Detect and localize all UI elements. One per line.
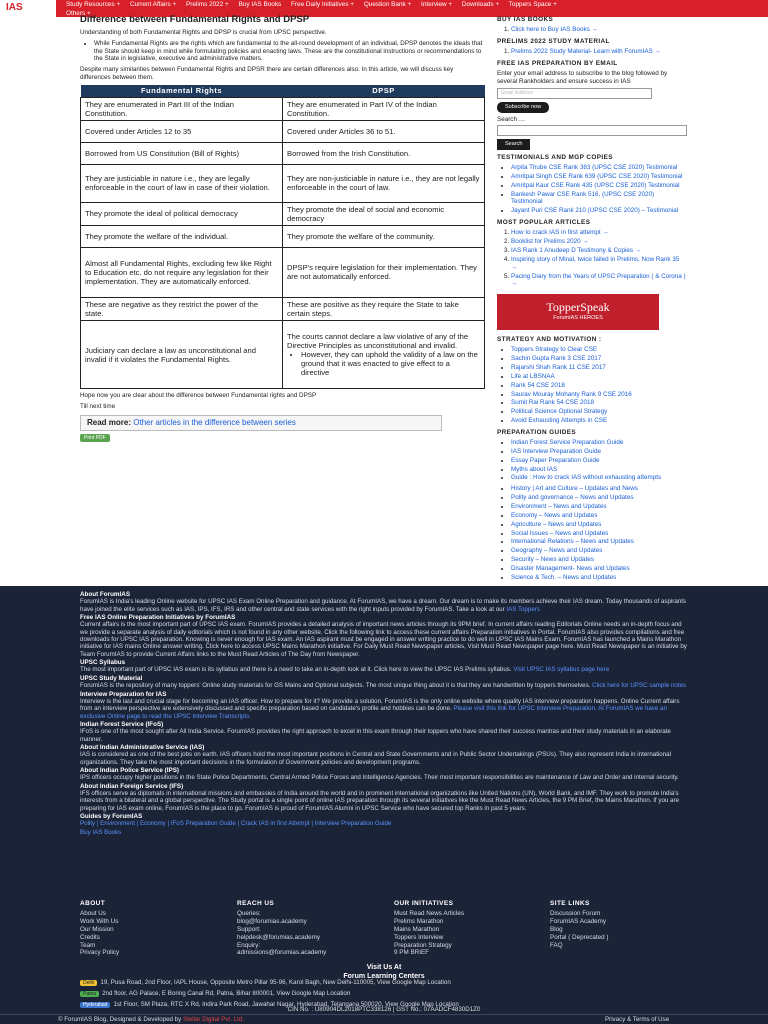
col-header-fr: Fundamental Rights (81, 85, 283, 97)
footer-section-text: ForumIAS is India's leading Online website for UPSC IAS Exam Online Preparation and guidance. At ForumIAS, we have a dream. Our dream is to make its members achieve their IAS dream. Today thousands of aspirants have joined the elite services such as IAS, IPS, IFS, IRS and other central and state services with the right inputs provided by ForumIAS. Take a look at our IAS Toppers (80, 598, 687, 613)
popular-link[interactable]: Booklist for Prelims 2020 → (511, 238, 589, 246)
news-link[interactable]: Geography – News and Updates (511, 547, 603, 555)
cell-dpsp: DPSP's require legislation for their implementation. They are not automatically enforced. (283, 247, 485, 297)
strategy-link[interactable]: Political Science Optional Strategy (511, 408, 608, 416)
cell-fr: They promote the welfare of the individual. (81, 225, 283, 247)
center-address[interactable]: 19, Pusa Road, 2nd Floor, IAPL House, Opposite Metro Pillar 95-96, Karol Bagh, New Delhi-110005, View Google Map Location (100, 979, 451, 986)
footer-section-text: Current affairs is the most important part of UPSC IAS exam. ForumIAS provides a detailed analysis of important news articles through its 9PM brief. In current affairs reading Editorials Online needs an in-depth focus and we provide a separate analysis of daily editorials which is not found in any other website. Click the following link to access these current affairs Preparation initiatives in Portal. ForumIAS also provides compilations and free downloads for UPSC IAS preparation. Knowing is never enough for IAS exam. An IAS aspirant must be engaged in answer writing practice to do well in UPSC IAS Mains Exam. ForumIAS has launched a Mains Marathon initiative for IAS mains Online answer writing. Click here to access UPSC Mains Marathon initiative. For Daily Must Read Newspaper articles, Visit Must Read Newspaper page here. Must Read Newspaper is an initiative by Team ForumIAS to provide Current Affairs links to the Must Read Articles of The Day from Newspaper. (80, 621, 687, 658)
article-title: Difference between Fundamental Rights and DPSP (80, 14, 310, 25)
article-despite: Despite many similarities between Fundamental Rights and DPSR there are certain differences also. In this article, we will discuss key differences between them. (80, 66, 454, 82)
footer-col-about (80, 900, 119, 957)
footer-link[interactable]: Toppers Interview (394, 933, 444, 941)
prelims-list (511, 48, 687, 56)
news-link[interactable]: Disaster Management- News and Updates (511, 564, 630, 572)
popular-link[interactable]: Pacing Diary from the Years of UPSC Preparation ( & Corona ) → (511, 272, 686, 288)
footer-link[interactable]: Credits (80, 933, 100, 941)
strategy-link[interactable]: Rajarshi Shah Rank 11 CSE 2017 (511, 363, 606, 371)
table-row (81, 297, 485, 320)
footer-link[interactable]: Prelims Marathon (394, 917, 444, 925)
intro-list (94, 40, 485, 64)
footer-section-text: The most important part of UPSC IAS exam is its syllabus and there is a need to take an in-depth look at it. Click here to view the UPSC IAS Prelims syllabus. Visit UPSC IAS syllabus page here (80, 666, 610, 674)
footer-col-initiatives (394, 900, 464, 957)
cell-fr: Borrowed from US Constitution (Bill of Rights) (81, 142, 283, 164)
prep-link[interactable]: Essay Paper Preparation Guide (511, 456, 600, 464)
banner-subtitle: ForumIAS HEROES (553, 315, 603, 322)
strategy-link[interactable]: Sumit Rai Rank 54 CSE 2018 (511, 399, 594, 407)
footer-section-text: ForumIAS is the repository of many toppers' Online study materials for GS Mains and Optional subjects. The most unique thing about it is that they are handwritten by toppers themselves. Click here for UPSC sample notes (80, 682, 687, 690)
cell-dpsp: Covered under Articles 36 to 51. (283, 120, 485, 142)
read-more-label: Read more: (87, 417, 132, 427)
center-item (80, 979, 688, 987)
table-row (81, 120, 485, 142)
nav-item[interactable]: Study Resources + (66, 1, 121, 8)
footer-text: Queries: (237, 910, 261, 918)
news-link[interactable]: Environment – News and Updates (511, 502, 607, 510)
footer-col-heading: REACH US (237, 900, 275, 907)
footer-section-text: Interview is the last and crucial stage for becoming an IAS officer. How to prepare for it? We provide a solution. ForumIAS is the only online website where quality IAS interview preparation happens. Online Current affairs from an interview perspective are extensively discussed and specific preparation based on candidate's profile and hobbies can be done. Please visit this link for UPSC Interview Preparation. At ForumIAS we have an exclusive Online page to read the UPSC Interview Transcripts. (80, 697, 680, 720)
nav-item[interactable]: Toppers Space + (508, 1, 557, 8)
news-link[interactable]: Security – News and Updates (511, 556, 594, 564)
center-tag: Hyderabad (80, 1002, 110, 1008)
logo-text: IAS (6, 2, 23, 13)
strategy-link[interactable]: Sachin Gupta Rank 3 CSE 2017 (511, 355, 602, 363)
cell-fr: Judiciary can declare a law as unconstitutional and invalid if it violates the Fundamental Rights. (81, 321, 283, 389)
testimonial-link[interactable]: Jayant Puri CSE Rank 210 (UPSC CSE 2020) – Testimonial (511, 207, 679, 215)
popular-link[interactable]: IAS Rank 1 Anudeep D Testimony & Copies → (511, 246, 642, 254)
nav-item[interactable]: Prelims 2022 + (185, 1, 229, 8)
news-link[interactable]: Social Issues – News and Updates (511, 529, 609, 537)
footer-section-heading: About Indian Police Service (IPS) (80, 766, 180, 774)
footer-link[interactable]: Mains Marathon (394, 925, 440, 933)
footer-section-text: IAS is considered as one of the best jobs on earth. IAS officers hold the most important positions in Central and State Governments and in Public Sector Undertakings (PSUs). They also represent India in international organizations. They take the most important decisions in the formulation of Government policies and development programs. (80, 751, 671, 766)
footer-col-heading: ABOUT (80, 900, 106, 907)
subscribe-text: Enter your email address to subscribe to the blog followed by several Rankholders and ensure success in IAS (497, 69, 668, 85)
cell-fr: These are negative as they restrict the power of the state. (81, 297, 283, 320)
footer-section-heading: Free IAS Online Preparation Initiatives by ForumIAS (80, 614, 236, 622)
popular-link[interactable]: Inspiring story of Minal, twice failed in Prelims, Now Rank 35 → (511, 255, 680, 271)
cell-dpsp-bullet: • However, they can uphold the validity of a law on the ground that it was enacted to give effect to a directive (301, 350, 480, 377)
sample-notes-link[interactable]: Click here for UPSC sample notes (592, 682, 687, 690)
table-row (81, 202, 485, 225)
news-link[interactable]: Science & Tech. – News and Updates (511, 573, 617, 581)
strategy-link[interactable]: Life at LBSNAA (511, 372, 555, 380)
sidebar-heading-testimonials: TESTIMONIALS AND MGP COPIES (497, 154, 613, 162)
footer-section-text (80, 820, 688, 827)
cell-fr: They are justiciable in nature i.e., they are legally enforceable in the court of law in case of their violation. (81, 164, 283, 202)
cell-dpsp: These are positive as they require the State to take certain steps. (283, 297, 485, 320)
buy-list (511, 26, 687, 34)
search-input[interactable] (497, 125, 687, 136)
testimonial-link[interactable]: Amritpal Singh CSE Rank 639 (UPSC CSE 2020) Testimonial (511, 172, 683, 180)
col-header-dpsp: DPSP (283, 85, 485, 97)
nav-item[interactable]: Current Affairs + (129, 1, 177, 8)
footer-section-text: IPS officers occupy higher positions in the State Police Departments, Central Armed Police Forces and Intelligence Agencies. Their most important responsibilities are maintenance of Law and Order and internal security. (80, 774, 679, 782)
search-button[interactable]: Search (497, 139, 530, 150)
sidebar-heading-prelims: PRELIMS 2022 STUDY MATERIAL (497, 37, 610, 45)
cell-dpsp: They are non-justiciable in nature i.e., they are not legally enforceable in the court of law. (283, 164, 485, 202)
sidebar-heading-free: FREE IAS PREPARATION BY EMAIL (497, 59, 618, 67)
intro-bullet: • While Fundamental Rights are the rights which are fundamental to the all-round development of an individual, DPSP denotes the ideals that the State should keep in mind while formulating policies and enacting laws. These are the constitutional instructions or recommendations to the State in legislative, executive and administrative matters. (94, 40, 485, 64)
footer-link[interactable]: About Us (80, 910, 106, 918)
footer-email-link[interactable]: blog@forumias.academy (237, 917, 307, 925)
cell-fr: Almost all Fundamental Rights, excluding few like Right to Education etc. do not require any legislation for their implementation. They are automatically enforced. (81, 247, 283, 297)
cell-dpsp: Borrowed from the Irish Constitution. (283, 142, 485, 164)
footer-email-link[interactable]: helpdesk@forumias.academy (237, 933, 321, 941)
footer-section-text: IFoS is one of the most sought after All India Service. ForumIAS provides the right approach to excel in this exam through their toppers who have shared their success mantras and their study materials in an elaborate manner. (80, 728, 671, 743)
cell-dpsp-list (301, 350, 480, 377)
article (80, 14, 485, 442)
nav-item[interactable]: Question Bank + (363, 1, 412, 8)
footer-link[interactable]: Work With Us (80, 917, 119, 925)
outro-text: Hope now you are clear about the difference between Fundamental rights and DPSP (80, 392, 317, 400)
email-input[interactable]: Email Address (497, 88, 652, 99)
footer-link[interactable]: Team (80, 941, 96, 949)
center-tag: Patna (80, 991, 99, 997)
buy-link[interactable]: Click here to Buy IAS Books → (511, 26, 598, 33)
banner-title: TopperSpeak (546, 300, 610, 315)
center-item (80, 990, 688, 998)
developer-link[interactable]: Stellar Digital Pvt. Ltd. (182, 1016, 244, 1023)
footer-section-heading: Indian Forest Service (IFoS) (80, 720, 164, 728)
nav-item[interactable]: Interview + (421, 1, 453, 8)
footer-link[interactable]: Preparation Strategy (394, 941, 452, 949)
site-logo[interactable] (0, 0, 56, 17)
sidebar-heading-buy: BUY IAS BOOKS (497, 16, 554, 23)
visit-heading: Visit Us At (366, 964, 402, 971)
guides-links[interactable]: Polity | Environment | Economy | IFoS Preparation Guide | Crack IAS in first Attempt | Interview Preparation Guide (80, 820, 392, 828)
search-label: Search … (497, 116, 525, 124)
strategy-list (511, 346, 687, 425)
footer-divider (0, 1014, 768, 1015)
sidebar-heading-popular: MOST POPULAR ARTICLES (497, 219, 591, 227)
buy-books-link[interactable]: Buy IAS Books (80, 828, 122, 836)
copyright: © ForumIAS Blog, Designed & Developed by Stellar Digital Pvt. Ltd. (58, 1016, 244, 1023)
footer-col-heading: OUR INITIATIVES (394, 900, 454, 907)
news-link[interactable]: Agriculture – News and Updates (511, 520, 602, 528)
site-footer (0, 586, 768, 1024)
cell-dpsp: They are enumerated in Part IV of the Indian Constitution. (283, 97, 485, 120)
syllabus-link[interactable]: Visit UPSC IAS syllabus page here (513, 666, 610, 674)
footer-link[interactable]: Blog (550, 925, 563, 933)
news-link[interactable]: Polity and governance – News and Updates (511, 494, 634, 502)
footer-col-heading: SITE LINKS (550, 900, 590, 907)
footer-link[interactable]: ForumIAS Academy (550, 917, 606, 925)
article-outro (80, 392, 485, 411)
read-more-link[interactable]: Other articles in the difference between series (133, 417, 296, 427)
table-row (81, 97, 485, 120)
strategy-link[interactable]: Avoid Exhausting Attempts in CSE (511, 417, 608, 425)
news-list (511, 485, 687, 581)
footer-link[interactable]: Privacy Policy (80, 949, 120, 957)
testimonials-list (511, 164, 687, 215)
table-row (81, 321, 485, 389)
cin-gst: CIN No. : U80904DL2018PTC338126 | GST No.: 07AADCF4830D1Z0 (287, 1006, 481, 1013)
prep-link[interactable]: Myths about IAS (511, 465, 558, 473)
table-row (81, 247, 485, 297)
sidebar-heading-strategy: STRATEGY AND MOTIVATION : (497, 336, 602, 344)
footer-columns (80, 900, 688, 957)
sidebar (497, 12, 687, 583)
subscribe-button[interactable]: Subscribe now (497, 102, 549, 113)
center-address[interactable]: 1st Floor, SM Plaza, RTC X Rd, Indira Park Road, Jawahar Nagar, Hyderabad, Telangana 500020, View Google Map Location (113, 1000, 459, 1008)
footer-text: Support: (237, 925, 261, 933)
cell-dpsp: They promote the welfare of the community. (283, 225, 485, 247)
strategy-link[interactable]: Saurav Mouray Mohanty Rank 9 CSE 2016 (511, 390, 632, 398)
footer-text: Enquiry: (237, 941, 261, 949)
read-more-box (80, 415, 442, 431)
footer-section-heading: About Indian Foreign Service (IFS) (80, 782, 184, 790)
center-address[interactable]: 2nd floor, AG Palace, E Boring Canal Rd, Patna, Bihar 800001, View Google Map Location (102, 989, 351, 997)
testimonial-link[interactable]: Amritpal Kaur CSE Rank 435 (UPSC CSE 2020) Testimonial (511, 181, 680, 189)
footer-section-text: IFS officers serve as diplomats in international missions and embassies of India around the world and in prominent international organizations like United Nations (UN), World Bank, and IMF. They work to promote India's interests from a bilateral and a global perspective. The Study portal is a single point of online IAS preparation through its several initiatives like the Must Read News Articles, the 9 PM Brief, the Mains Marathon. If you are preparing for IAS exam online, ForumIAS is the place to go. ForumIAS is proud of ForumIAS Alumni in UPSC Service who have secured top Ranks in past 5 years. (80, 790, 680, 812)
nav-item[interactable]: Free Daily Initiatives + (291, 1, 355, 8)
table-row (81, 225, 485, 247)
prelims-link[interactable]: Prelims 2022 Study Material- Learn with ForumIAS → (511, 47, 661, 55)
testimonial-link[interactable]: Bankesh Pawar CSE Rank 516, (UPSC CSE 2020) Testimonial (511, 190, 655, 206)
privacy-link[interactable]: Privacy & Terms of Use (605, 1016, 670, 1023)
table-row (81, 164, 485, 202)
footer-section-heading: UPSC Syllabus (80, 659, 126, 667)
topperspeak-banner[interactable] (497, 294, 659, 330)
news-link[interactable]: Economy – News and Updates (511, 511, 598, 519)
footer-about (80, 591, 688, 837)
nav-item[interactable]: Downloads + (461, 1, 500, 8)
footer-link[interactable]: Portal ( Deprecated ) (550, 933, 609, 941)
footer-section-heading: UPSC Study Material (80, 674, 143, 682)
nav-item-others[interactable]: Others + (66, 10, 91, 17)
centers-heading: Forum Learning Centers (343, 972, 425, 980)
footer-link[interactable]: Our Mission (80, 925, 114, 933)
footer-section-heading: Guides by ForumIAS (80, 813, 143, 821)
cell-fr: They promote the ideal of political democracy (81, 202, 283, 225)
cell-dpsp (283, 321, 485, 389)
toppers-link[interactable]: IAS Toppers (506, 605, 540, 613)
news-link[interactable]: International Relations – News and Updates (511, 538, 634, 546)
cell-dpsp: They promote the ideal of social and economic democracy (283, 202, 485, 225)
popular-link[interactable]: How to crack IAS in first attempt → (511, 229, 609, 237)
footer-section-heading: Interview Preparation for IAS (80, 690, 167, 698)
footer-email-link[interactable]: admissions@forumias.academy (237, 949, 327, 957)
footer-link[interactable]: Must Read News Articles (394, 910, 464, 918)
footer-link[interactable]: 9 PM BRIEF (394, 949, 429, 957)
article-intro: Understanding of both Fundamental Rights and DPSP is crucial from UPSC perspective. (80, 28, 327, 36)
print-pdf-button[interactable]: Print PDF (80, 434, 110, 442)
center-tag: Delhi (80, 980, 97, 986)
interview-link[interactable]: Please visit this link for UPSC Interview Preparation. At ForumIAS we have an exclusive Online page to read the UPSC Interview Transcripts. (80, 705, 667, 720)
strategy-link[interactable]: Toppers Strategy to Clear CSE (511, 346, 598, 354)
outro-signoff: Till next time (80, 403, 116, 411)
prep-link[interactable]: Guide : How to crack IAS without exhausting attempts (511, 474, 662, 482)
cell-fr: They are enumerated in Part III of the Indian Constitution. (81, 97, 283, 120)
nav-menu (66, 1, 565, 9)
footer-link[interactable]: FAQ (550, 941, 563, 949)
footer-link[interactable]: Discussion Forum (550, 910, 601, 918)
footer-section-heading: About ForumIAS (80, 591, 131, 598)
sidebar-heading-prep: PREPARATION GUIDES (497, 428, 577, 436)
prep-list (511, 439, 687, 482)
prep-link[interactable]: IAS Interview Preparation Guide (511, 447, 601, 455)
footer-col-sitelinks (550, 900, 608, 949)
comparison-table (80, 85, 485, 389)
footer-col-reach (237, 900, 326, 957)
prep-link[interactable]: Indian Forest Service Preparation Guide (511, 438, 624, 446)
cell-dpsp-text: The courts cannot declare a law violative of any of the Directive Principles as unconstitutional and invalid. (287, 331, 469, 351)
strategy-link[interactable]: Rank 54 CSE 2018 (511, 381, 565, 389)
news-link[interactable]: History | Art and Culture – Updates and News (511, 485, 638, 493)
footer-section-heading: About Indian Administrative Service (IAS) (80, 743, 205, 751)
table-row (81, 142, 485, 164)
nav-item[interactable]: Buy IAS Books (238, 1, 282, 8)
testimonial-link[interactable]: Arpita Thube CSE Rank 383 (UPSC CSE 2020) Testimonial (511, 164, 678, 172)
cell-fr: Covered under Articles 12 to 35 (81, 120, 283, 142)
popular-list (511, 229, 687, 288)
